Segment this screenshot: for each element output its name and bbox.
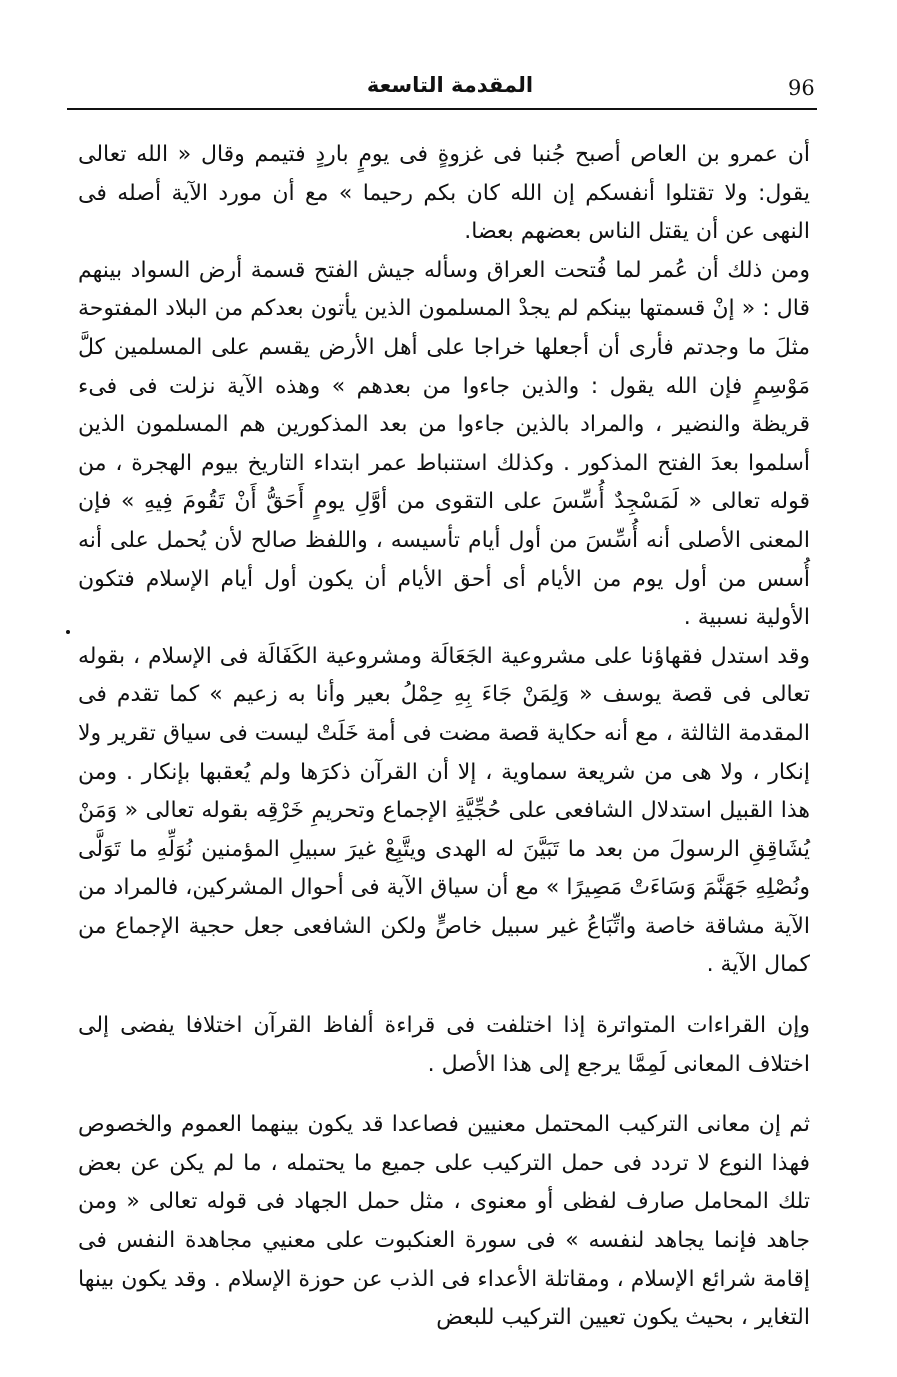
paragraph-4: وإن القراءات المتواترة إذا اختلفت فى قراءة ألفاظ القرآن اختلافا يفضى إلى اختلاف المعانى لَمِمَّا يرجع إلى هذا الأصل . bbox=[78, 1013, 810, 1077]
paragraph-3: وقد استدل فقهاؤنا على مشروعية الجَعَالَة ومشروعية الكَفَالَة فى الإسلام ، بقوله تعالى فى قصة يوسف « وَلِمَنْ جَاءَ بِهِ حِمْلُ بعير وأنا به زعيم » كما تقدم فى المقدمة الثالثة ، مع أنه حكاية قصة مضت فى أمة خَلَتْ ليست فى سياق تقرير ولا إنكار ، ولا هى من شريعة سماوية ، إلا أن القرآن ذكرَها ولم يُعقبها بإنكار . ومن هذا القبيل استدلال الشافعى على حُجِّيَّةِ الإجماع وتحريمِ خَرْقِه بقوله تعالى « وَمَنْ يُشَاقِقِ الرسولَ من بعد ما تَبَيَّنَ له الهدى ويتَّبِعْ غيرَ سبيلِ المؤمنين نُوَلِّهِ ما تَوَلَّى ونُصْلِهِ جَهَنَّمَ وَسَاءَتْ مَصِيرًا » مع أن سياق الآية فى أحوال المشركين، فالمراد من الآية مشاقة خاصة واتِّبَاعُ غير سبيل خاصٍّ ولكن الشافعى جعل حجية الإجماع من كمال الآية . bbox=[78, 643, 810, 978]
margin-mark bbox=[66, 630, 70, 634]
running-title: المقدمة التاسعة bbox=[366, 73, 534, 97]
header-rule bbox=[67, 108, 817, 110]
paragraph-2: ومن ذلك أن عُمر لما فُتحت العراق وسأله جيش الفتح قسمة أرض السواد بينهم قال : « إنْ قسمتها بينكم لم يجدْ المسلمون الذين يأتون بعدكم من البلاد المفتوحة مثلَ ما وجدتم فأرى أن أجعلها خراجا على أهل الأرض يقسم على المسلمين كلَّ مَوْسِمٍ فإن الله يقول : والذين جاءوا من بعدهم » وهذه الآية نزلت فى فىء قريظة والنضير ، والمراد بالذين جاءوا من بعد المذكورين هم المسلمون الذين أسلموا بعدَ الفتح المذكور . وكذلك استنباط عمر ابتداء التاريخ بيوم الهجرة ، من قوله تعالى « لَمَسْجِدٌ أُسِّسَ على التقوى من أوَّلِ يومٍ أَحَقُّ أَنْ تَقُومَ فِيهِ » فإن المعنى الأصلى أنه أُسِّسَ من أول أيام تأسيسه ، واللفظ صالح لأن يُحمل على أنه أُسس من أول يوم من الأيام أى أحق الأيام أن يكون أول أيام الإسلام فتكون الأولية نسبية . bbox=[78, 257, 810, 631]
paragraph-5: ثم إن معانى التركيب المحتمل معنيين فصاعدا قد يكون بينهما العموم والخصوص فهذا النوع لا تردد فى حمل التركيب على جميع ما يحتمله ، ما لم يكن عن بعض تلك المحامل صارف لفظى أو معنوى ، مثل حمل الجهاد فى قوله تعالى « ومن جاهد فإنما يجاهد لنفسه » فى سورة العنكبوت على معنيي مجاهدة النفس فى إقامة شرائع الإسلام ، ومقاتلة الأعداء فى الذب عن حوزة الإسلام . وقد يكون بينها التغاير ، بحيث يكون تعيين التركيب للبعض bbox=[78, 1112, 810, 1331]
body-text bbox=[78, 136, 810, 1338]
paragraph-1: أن عمرو بن العاص أصبح جُنبا فى غزوةٍ فى يومٍ باردٍ فتيمم وقال « الله تعالى يقول: ولا تقتلوا أنفسكم إن الله كان بكم رحيما » مع أن مورد الآية أصله فى النهى عن أن يقتل الناس بعضهم بعضا. bbox=[78, 142, 810, 245]
page-number: 96 bbox=[788, 76, 815, 100]
